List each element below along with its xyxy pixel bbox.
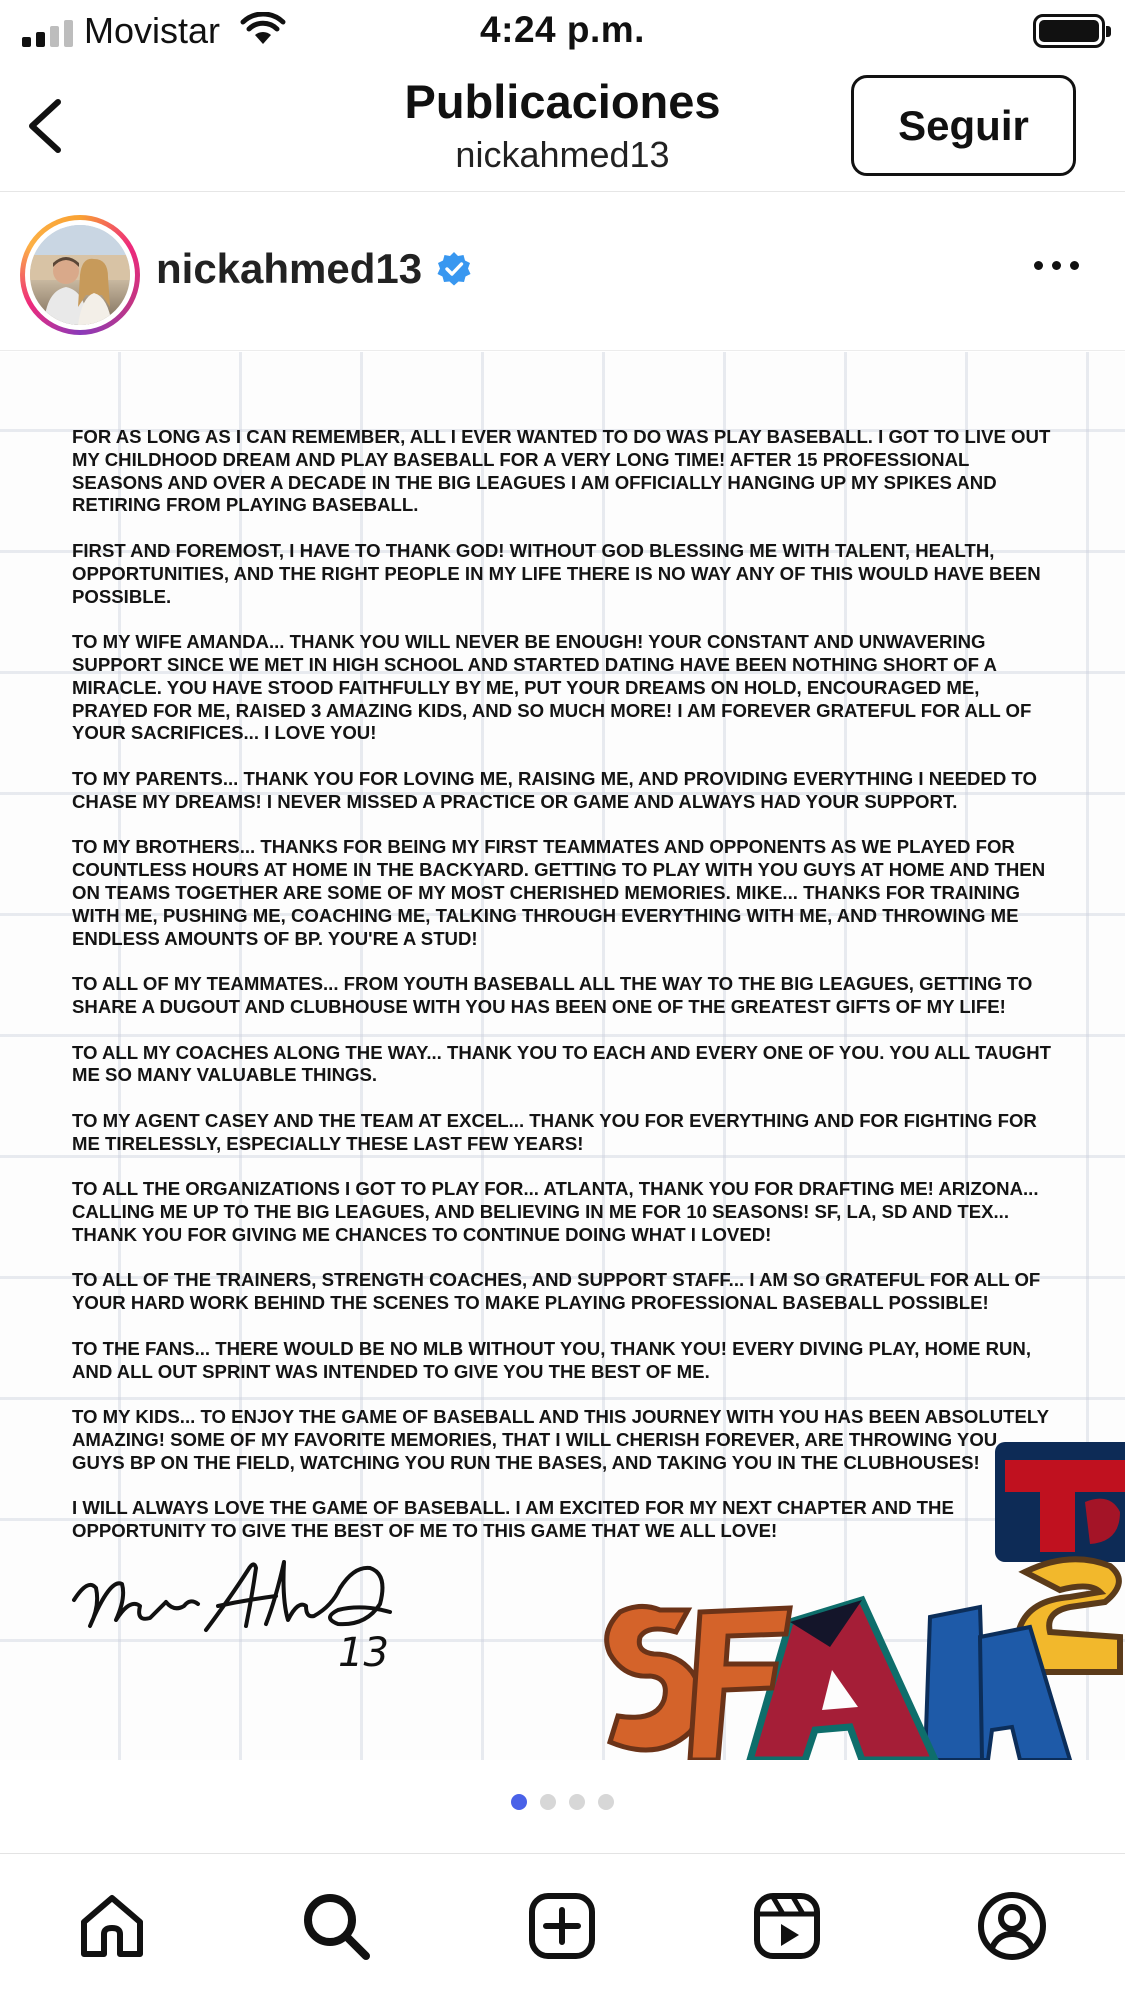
letter-paragraph: TO MY WIFE AMANDA... THANK YOU WILL NEVER BE ENOUGH! YOUR CONSTANT AND UNWAVERING SUPPORT SINCE WE MET IN HIGH SCHOOL AND STARTED DATING HAVE BEEN NOTHING SHORT OF A MIRACLE. YOU HAVE STOOD FAITHFULLY BY ME, PUT YOUR DREAMS ON HOLD, ENCOURAGED ME, PRAYED FOR ME, RAISED 3 AMAZING KIDS, AND SO MUCH MORE! I AM FOREVER GRATEFUL FOR ALL OF YOUR SACRIFICES... I LOVE YOU! xyxy=(72,631,1032,744)
letter-paragraph: TO ALL OF MY TEAMMATES... FROM YOUTH BASEBALL ALL THE WAY TO THE BIG LEAGUES, GETTING TO SHARE A DUGOUT AND CLUBHOUSE WITH YOU HAS BEEN ONE OF THE GREATEST GIFTS OF MY LIFE! xyxy=(72,973,1033,1017)
signature xyxy=(70,1548,430,1678)
page-header xyxy=(0,62,1125,192)
letter-paragraph: FOR AS LONG AS I CAN REMEMBER, ALL I EVER WANTED TO DO WAS PLAY BASEBALL. I GOT TO LIVE OUT MY CHILDHOOD DREAM AND PLAY BASEBALL FOR A VERY LONG TIME! AFTER 15 PROFESSIONAL SEASONS AND OVER A DECADE IN THE BIG LEAGUES I AM OFFICIALLY HANGING UP MY SPIKES AND RETIRING FROM PLAYING BASEBALL. xyxy=(72,426,1051,516)
avatar[interactable] xyxy=(30,225,130,325)
carousel-dot-active xyxy=(511,1794,527,1810)
verified-badge-icon xyxy=(436,251,472,287)
page-title: Publicaciones xyxy=(404,75,721,128)
carousel-indicator xyxy=(0,1794,1125,1810)
page-subtitle: nickahmed13 xyxy=(455,134,670,175)
nav-reels[interactable] xyxy=(749,1888,825,1964)
letter-paragraph: TO MY AGENT CASEY AND THE TEAM AT EXCEL... THANK YOU FOR EVERYTHING AND FOR FIGHTING FOR ME TIRELESSLY, ESPECIALLY THESE LAST FEW YEARS! xyxy=(72,1109,1037,1154)
post-username[interactable]: nickahmed13 xyxy=(156,245,423,292)
nav-home[interactable] xyxy=(74,1888,150,1964)
battery-icon xyxy=(1033,14,1105,48)
bottom-nav xyxy=(0,1853,1125,2001)
nav-search[interactable] xyxy=(298,1888,374,1964)
follow-button[interactable]: Seguir xyxy=(851,75,1076,176)
letter-paragraph: TO ALL OF THE TRAINERS, STRENGTH COACHES, AND SUPPORT STAFF... I AM SO GRATEFUL FOR ALL OF YOUR HARD WORK BEHIND THE SCENES TO MAKE PLAYING PROFESSIONAL BASEBALL POSSIBLE! xyxy=(72,1269,1041,1314)
status-bar xyxy=(0,0,1125,62)
letter-paragraph: TO THE FANS... THERE WOULD BE NO MLB WITHOUT YOU, THANK YOU! EVERY DIVING PLAY, HOME RUN, AND ALL OUT SPRINT WAS INTENDED TO GIVE YOU THE BEST OF ME. xyxy=(72,1337,1032,1382)
profile-icon xyxy=(976,1890,1048,1962)
signature-number: 13 xyxy=(338,1630,389,1676)
more-options-icon[interactable] xyxy=(1034,261,1079,270)
story-ring[interactable] xyxy=(20,215,140,335)
letter-paragraph: TO ALL THE ORGANIZATIONS I GOT TO PLAY FOR... ATLANTA, THANK YOU FOR DRAFTING ME! ARIZONA... CALLING ME UP TO THE BIG LEAGUES, AND BELIEVING IN ME FOR 10 SEASONS! SF, LA, SD AND TEX... THANK YOU FOR GIVING ME CHANCES TO CONTINUE DOING WHAT I LOVED! xyxy=(72,1178,1039,1245)
post-header xyxy=(0,193,1125,351)
letter-paragraph: I WILL ALWAYS LOVE THE GAME OF BASEBALL. I AM EXCITED FOR MY NEXT CHAPTER AND THE OPPORTUNITY TO GIVE THE BEST OF ME TO THIS GAME THAT WE ALL LOVE! xyxy=(72,1497,954,1542)
letter-paragraph: FIRST AND FOREMOST, I HAVE TO THANK GOD! WITHOUT GOD BLESSING ME WITH TALENT, HEALTH, OPPORTUNITIES, AND THE RIGHT PEOPLE IN MY LIFE THERE IS NO WAY ANY OF THIS WOULD HAVE BEEN POSSIBLE. xyxy=(72,539,1041,607)
letter-paragraph: TO MY KIDS... TO ENJOY THE GAME OF BASEBALL AND THIS JOURNEY WITH YOU HAS BEEN ABSOLUTELY AMAZING! SOME OF MY FAVORITE MEMORIES, THAT I WILL CHERISH FOREVER, ARE THROWING YOU GUYS BP ON THE FIELD, WATCHING YOU RUN THE BASES, AND TAKING YOU IN THE CLUBHOUSES! xyxy=(72,1406,1049,1473)
create-icon xyxy=(526,1890,598,1962)
carrier-name: Movistar xyxy=(84,10,221,51)
retirement-letter xyxy=(72,426,1052,1566)
letter-paragraph: TO MY PARENTS... THANK YOU FOR LOVING ME, RAISING ME, AND PROVIDING EVERYTHING I NEEDED TO CHASE MY DREAMS! I NEVER MISSED A PRACTICE OR GAME AND ALWAYS HAD YOUR SUPPORT. xyxy=(72,767,1037,812)
carousel-dot xyxy=(540,1794,556,1810)
nav-profile[interactable] xyxy=(974,1888,1050,1964)
post-image[interactable] xyxy=(0,352,1125,1760)
reels-icon xyxy=(751,1890,823,1962)
status-time: 4:24 p.m. xyxy=(480,9,645,50)
letter-paragraph: TO ALL MY COACHES ALONG THE WAY... THANK YOU TO EACH AND EVERY ONE OF YOU. YOU ALL TAUGHT ME SO MANY VALUABLE THINGS. xyxy=(72,1041,1052,1086)
team-logos-graphic xyxy=(600,1432,1125,1760)
search-icon xyxy=(300,1890,372,1962)
home-icon xyxy=(76,1890,148,1962)
carousel-dot xyxy=(569,1794,585,1810)
nav-create[interactable] xyxy=(524,1888,600,1964)
letter-paragraph: TO MY BROTHERS... THANKS FOR BEING MY FIRST TEAMMATES AND OPPONENTS AS WE PLAYED FOR COUNTLESS HOURS AT HOME IN THE BACKYARD. GETTING TO PLAY WITH YOU GUYS AT HOME AND THEN ON TEAMS TOGETHER ARE SOME OF MY MOST CHERISHED MEMORIES. MIKE... THANKS FOR TRAINING WITH ME, PUSHING ME, COACHING ME, TALKING THROUGH EVERYTHING WITH ME, AND THROWING ME ENDLESS AMOUNTS OF BP. YOU'RE A STUD! xyxy=(72,836,1046,949)
carousel-dot xyxy=(598,1794,614,1810)
